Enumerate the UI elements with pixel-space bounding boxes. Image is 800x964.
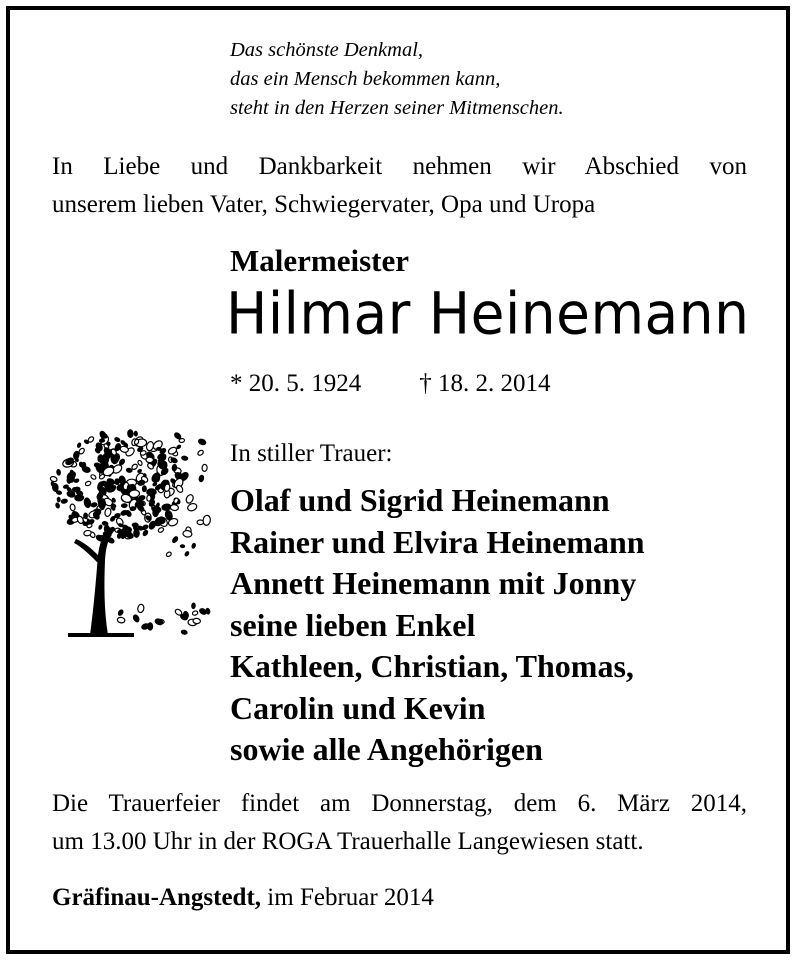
place-name: Gräfinau-Angstedt, [52, 884, 262, 911]
service-info [52, 785, 747, 861]
mourner-line: Kathleen, Christian, Thomas, [230, 648, 634, 684]
birth-date: * 20. 5. 1924 [230, 370, 362, 397]
mourner-line: Rainer und Elvira Heinemann [230, 523, 645, 560]
intro-line: In Liebe und Dankbarkeit nehmen wir Abschied von [52, 153, 747, 180]
service-line: Die Trauerfeier findet am Donnerstag, dem 6. März 2014, [52, 790, 747, 817]
motto-quote [230, 36, 564, 123]
mourning-label: In stiller Trauer: [230, 440, 393, 467]
mourner-line: Carolin und Kevin [230, 689, 486, 726]
intro-text [52, 148, 747, 224]
tree-foliage [50, 429, 211, 636]
motto-line: Das schönste Denkmal, [230, 39, 424, 61]
mourners-list [230, 480, 645, 771]
mourner-line: Annett Heinemann mit Jonny [230, 565, 637, 601]
motto-line: steht in den Herzen seiner Mitmenschen. [230, 97, 564, 119]
intro-line: unserem lieben Vater, Schwiegervater, Opa und Uropa [52, 191, 596, 218]
closing-date: im Februar 2014 [261, 884, 434, 911]
tree-icon [38, 415, 218, 640]
death-date: † 18. 2. 2014 [419, 370, 551, 397]
service-line: um 13.00 Uhr in der ROGA Trauerhalle Langewiesen statt. [52, 828, 644, 855]
motto-line: das ein Mensch bekommen kann, [230, 68, 501, 90]
deceased-title: Malermeister [230, 243, 409, 278]
place-date [52, 884, 434, 912]
mourner-line: Olaf und Sigrid Heinemann [230, 482, 610, 518]
mourner-line: sowie alle Angehörigen [230, 731, 543, 767]
mourner-line: seine lieben Enkel [230, 606, 476, 643]
deceased-name: Hilmar Heinemann [226, 280, 750, 348]
life-dates [230, 370, 551, 398]
